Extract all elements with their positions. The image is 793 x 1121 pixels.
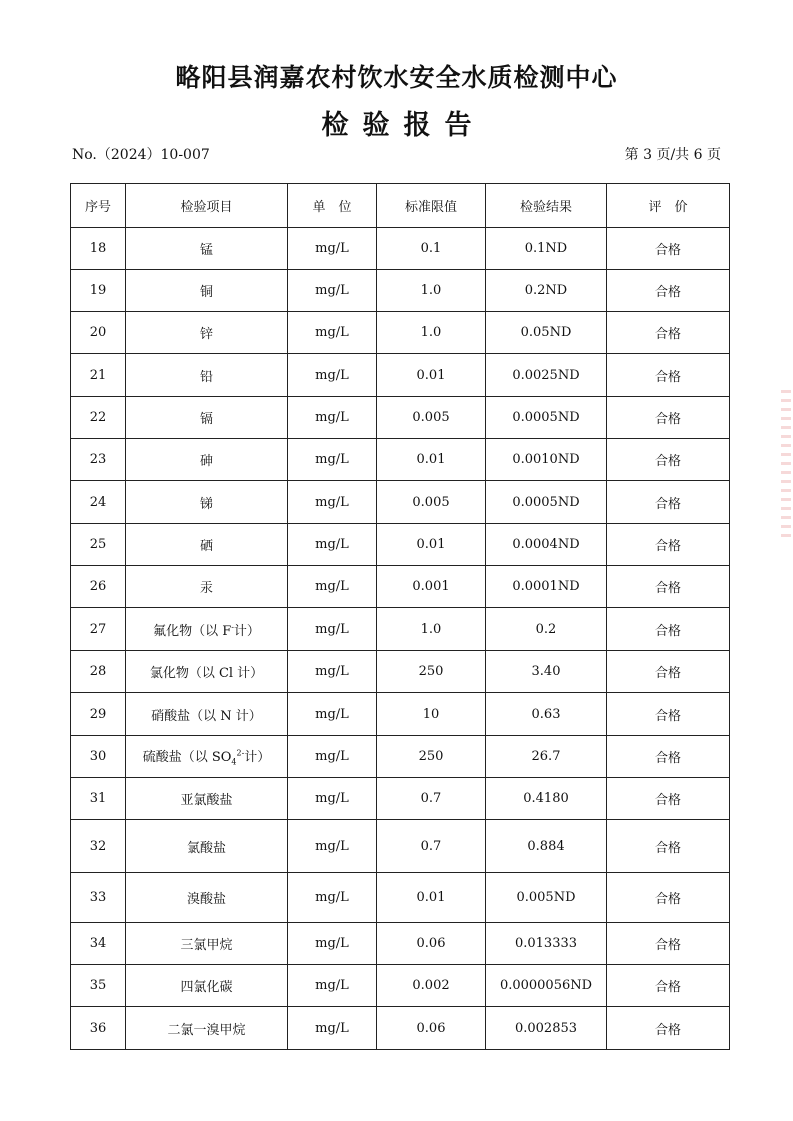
cell-item: 硒 <box>126 524 288 566</box>
cell-unit: mg/L <box>288 965 377 1007</box>
cell-result: 0.2ND <box>486 270 607 312</box>
table-row <box>71 778 730 820</box>
cell-limit: 0.1 <box>377 228 486 270</box>
cell-result: 0.005ND <box>486 873 607 923</box>
cell-limit: 1.0 <box>377 312 486 354</box>
cell-item: 氯化物（以 Cl 计） <box>126 651 288 693</box>
cell-item: 二氯一溴甲烷 <box>126 1007 288 1050</box>
cell-result: 0.0000056ND <box>486 965 607 1007</box>
cell-evaluation: 合格 <box>607 397 730 439</box>
cell-no: 31 <box>71 778 126 820</box>
cell-result: 0.0004ND <box>486 524 607 566</box>
cell-unit: mg/L <box>288 873 377 923</box>
cell-limit: 0.002 <box>377 965 486 1007</box>
cell-no: 25 <box>71 524 126 566</box>
cell-evaluation: 合格 <box>607 693 730 736</box>
cell-evaluation: 合格 <box>607 820 730 873</box>
cell-no: 29 <box>71 693 126 736</box>
table-row <box>71 820 730 873</box>
cell-result: 0.0005ND <box>486 481 607 524</box>
cell-evaluation: 合格 <box>607 439 730 481</box>
table-row <box>71 873 730 923</box>
cell-item: 氯酸盐 <box>126 820 288 873</box>
table-row <box>71 228 730 270</box>
cell-limit: 1.0 <box>377 608 486 651</box>
cell-unit: mg/L <box>288 820 377 873</box>
cell-item: 铜 <box>126 270 288 312</box>
cell-limit: 0.06 <box>377 1007 486 1050</box>
cell-no: 21 <box>71 354 126 397</box>
column-header-result: 检验结果 <box>486 184 607 228</box>
cell-result: 0.0025ND <box>486 354 607 397</box>
cell-item: 溴酸盐 <box>126 873 288 923</box>
cell-no: 36 <box>71 1007 126 1050</box>
cell-evaluation: 合格 <box>607 270 730 312</box>
cell-item: 镉 <box>126 397 288 439</box>
cell-evaluation: 合格 <box>607 923 730 965</box>
cell-no: 28 <box>71 651 126 693</box>
cell-limit: 10 <box>377 693 486 736</box>
item-superscript: - <box>231 622 234 632</box>
table-row <box>71 736 730 778</box>
cell-unit: mg/L <box>288 481 377 524</box>
cell-no: 27 <box>71 608 126 651</box>
cell-unit: mg/L <box>288 312 377 354</box>
cell-evaluation: 合格 <box>607 481 730 524</box>
cell-item: 三氯甲烷 <box>126 923 288 965</box>
table-row <box>71 439 730 481</box>
cell-evaluation: 合格 <box>607 524 730 566</box>
table-row <box>71 524 730 566</box>
table-row <box>71 481 730 524</box>
results-table <box>70 183 730 1050</box>
cell-unit: mg/L <box>288 923 377 965</box>
cell-evaluation: 合格 <box>607 778 730 820</box>
cell-evaluation: 合格 <box>607 965 730 1007</box>
cell-evaluation: 合格 <box>607 651 730 693</box>
cell-evaluation: 合格 <box>607 312 730 354</box>
cell-evaluation: 合格 <box>607 873 730 923</box>
cell-evaluation: 合格 <box>607 566 730 608</box>
cell-no: 30 <box>71 736 126 778</box>
table-row <box>71 693 730 736</box>
table-row <box>71 270 730 312</box>
cell-evaluation: 合格 <box>607 228 730 270</box>
cell-result: 0.0005ND <box>486 397 607 439</box>
cell-result: 0.2 <box>486 608 607 651</box>
cell-item: 锌 <box>126 312 288 354</box>
cell-result: 0.0001ND <box>486 566 607 608</box>
column-header-no: 序号 <box>71 184 126 228</box>
cell-unit: mg/L <box>288 651 377 693</box>
cell-no: 20 <box>71 312 126 354</box>
cell-no: 19 <box>71 270 126 312</box>
cell-item: 砷 <box>126 439 288 481</box>
cell-result: 0.1ND <box>486 228 607 270</box>
report-title: 检验报告 <box>321 110 486 141</box>
table-row <box>71 397 730 439</box>
column-header-evaluation: 评 价 <box>607 184 730 228</box>
seal-edge-mark <box>781 390 791 540</box>
table-row <box>71 566 730 608</box>
cell-unit: mg/L <box>288 270 377 312</box>
cell-unit: mg/L <box>288 439 377 481</box>
table-row <box>71 354 730 397</box>
cell-limit: 250 <box>377 651 486 693</box>
item-subscript: 4 <box>231 757 237 767</box>
organization-title: 略阳县润嘉农村饮水安全水质检测中心 <box>175 63 618 92</box>
cell-evaluation: 合格 <box>607 354 730 397</box>
cell-unit: mg/L <box>288 608 377 651</box>
cell-item: 锰 <box>126 228 288 270</box>
column-header-unit: 单 位 <box>288 184 377 228</box>
cell-item: 四氯化碳 <box>126 965 288 1007</box>
cell-result: 0.013333 <box>486 923 607 965</box>
item-superscript: 2- <box>236 748 245 758</box>
cell-unit: mg/L <box>288 736 377 778</box>
cell-evaluation: 合格 <box>607 736 730 778</box>
cell-result: 26.7 <box>486 736 607 778</box>
table-row <box>71 1007 730 1050</box>
cell-unit: mg/L <box>288 566 377 608</box>
cell-limit: 0.06 <box>377 923 486 965</box>
cell-item: 亚氯酸盐 <box>126 778 288 820</box>
cell-limit: 0.01 <box>377 354 486 397</box>
cell-unit: mg/L <box>288 354 377 397</box>
cell-unit: mg/L <box>288 778 377 820</box>
cell-unit: mg/L <box>288 397 377 439</box>
cell-limit: 0.01 <box>377 524 486 566</box>
cell-unit: mg/L <box>288 1007 377 1050</box>
column-header-limit: 标准限值 <box>377 184 486 228</box>
item-text: 氟化物（以 F <box>153 623 232 639</box>
cell-result: 0.0010ND <box>486 439 607 481</box>
cell-item <box>126 736 288 778</box>
cell-item: 硝酸盐（以 N 计） <box>126 693 288 736</box>
column-header-item: 检验项目 <box>126 184 288 228</box>
table-row <box>71 965 730 1007</box>
cell-limit: 0.01 <box>377 873 486 923</box>
cell-item <box>126 608 288 651</box>
cell-result: 3.40 <box>486 651 607 693</box>
cell-evaluation: 合格 <box>607 1007 730 1050</box>
item-text: 计） <box>233 623 260 639</box>
table-row <box>71 312 730 354</box>
cell-no: 35 <box>71 965 126 1007</box>
cell-result: 0.002853 <box>486 1007 607 1050</box>
page-indicator: 第 3 页/共 6 页 <box>624 147 721 163</box>
cell-limit: 0.001 <box>377 566 486 608</box>
table-row <box>71 608 730 651</box>
cell-limit: 0.7 <box>377 778 486 820</box>
cell-result: 0.63 <box>486 693 607 736</box>
cell-no: 33 <box>71 873 126 923</box>
report-number: No.（2024）10-007 <box>72 147 210 163</box>
cell-no: 24 <box>71 481 126 524</box>
cell-limit: 0.005 <box>377 397 486 439</box>
cell-no: 32 <box>71 820 126 873</box>
cell-no: 26 <box>71 566 126 608</box>
cell-evaluation: 合格 <box>607 608 730 651</box>
cell-no: 34 <box>71 923 126 965</box>
cell-limit: 1.0 <box>377 270 486 312</box>
item-text: 硫酸盐（以 SO <box>142 750 232 766</box>
cell-result: 0.05ND <box>486 312 607 354</box>
table-header-row <box>71 184 730 228</box>
cell-item: 铅 <box>126 354 288 397</box>
cell-unit: mg/L <box>288 524 377 566</box>
cell-result: 0.884 <box>486 820 607 873</box>
cell-limit: 0.7 <box>377 820 486 873</box>
item-text: 计） <box>244 750 271 766</box>
cell-unit: mg/L <box>288 693 377 736</box>
cell-item: 锑 <box>126 481 288 524</box>
table-row <box>71 651 730 693</box>
cell-no: 18 <box>71 228 126 270</box>
cell-limit: 0.005 <box>377 481 486 524</box>
cell-item: 汞 <box>126 566 288 608</box>
cell-unit: mg/L <box>288 228 377 270</box>
table-row <box>71 923 730 965</box>
cell-limit: 250 <box>377 736 486 778</box>
cell-limit: 0.01 <box>377 439 486 481</box>
cell-no: 23 <box>71 439 126 481</box>
cell-result: 0.4180 <box>486 778 607 820</box>
cell-no: 22 <box>71 397 126 439</box>
